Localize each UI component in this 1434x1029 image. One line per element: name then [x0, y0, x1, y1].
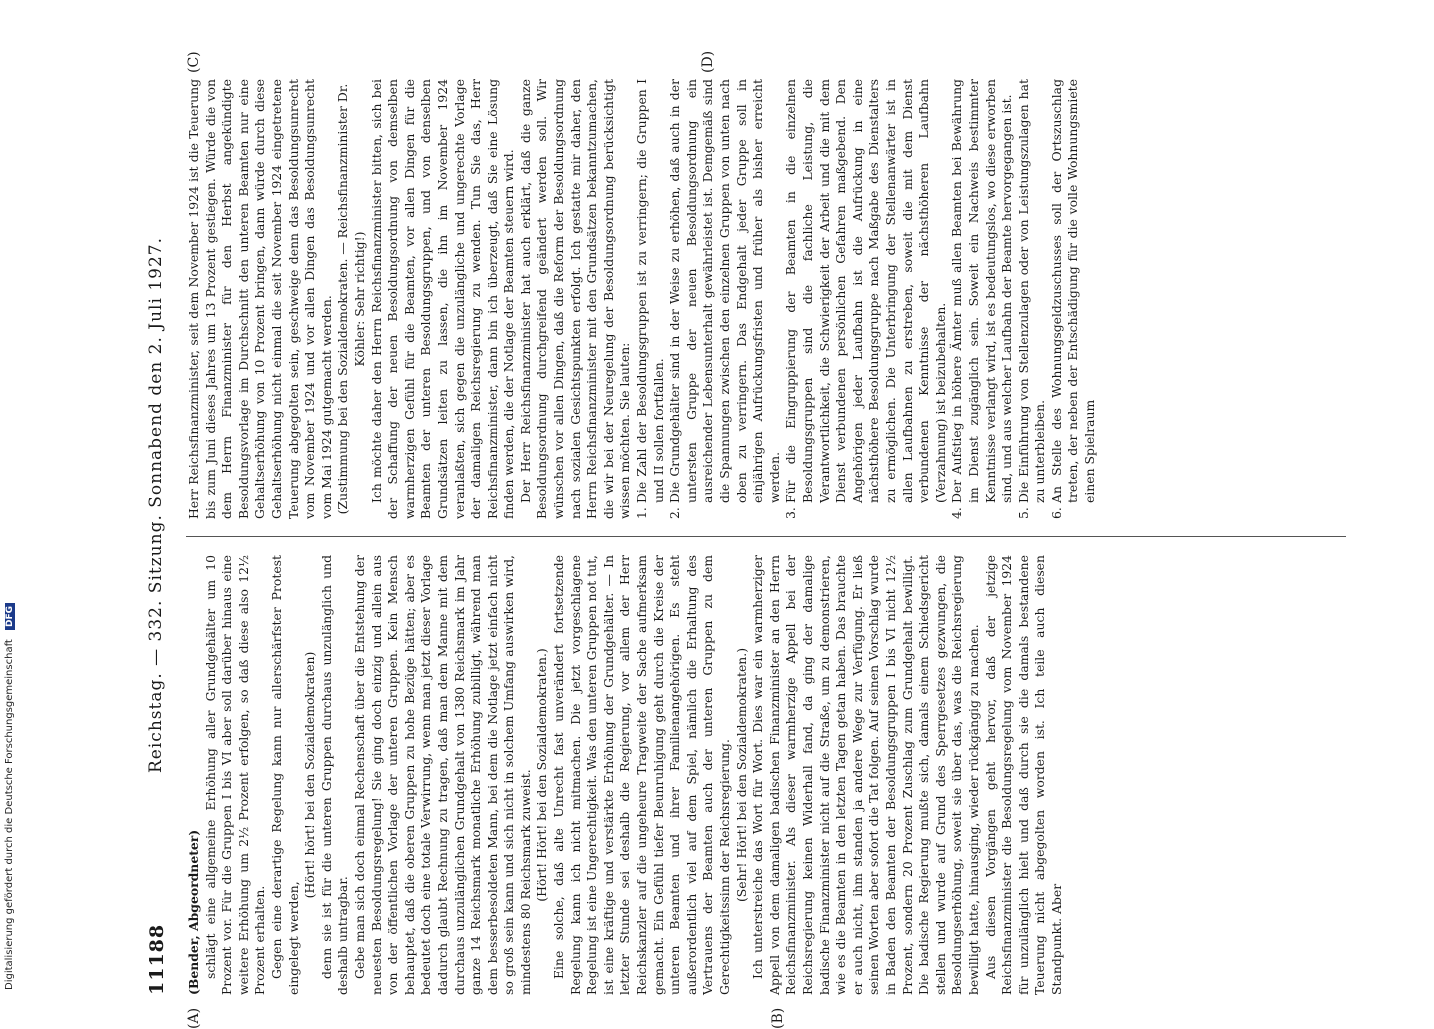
margin-mark-a: (A) — [186, 1007, 202, 1029]
list-item — [634, 79, 667, 519]
footer-credit — [4, 603, 15, 990]
list-item-text: Die Grundgehälter sind in der Weise zu erhöhen, daß auch in der untersten Gruppe der neuen Besoldungsordnung ein ausreichender Lebensunterhalt gewährleistet ist. Demgemäß sind die Spannungen zwischen den einzelnen Gruppen von unten nach oben zu verringern. Das Endgehalt jeder Gruppe soll in einjährigen Aufrückungsfristen und früher als bisher erreicht werden. — [667, 79, 782, 503]
list-item — [1016, 79, 1049, 519]
margin-mark-d: (D) — [700, 50, 716, 73]
principles-list — [634, 79, 1099, 519]
left-paragraph: denn sie ist für die unteren Gruppen durchaus unzulänglich und deshalb untragbar. — [318, 555, 351, 995]
right-column — [186, 79, 1099, 519]
interjection: (Sehr! Hört! bei den Sozialdemokraten.) — [733, 647, 749, 903]
interjection: (Zustimmung bei den Sozialdemokraten. — Reichsfinanzminister Dr. Köhler: Sehr richtig!) — [335, 83, 367, 515]
left-paragraph: Gegen eine derartige Regelung kann nur allerschärfster Protest eingelegt werden, — [268, 555, 301, 995]
left-paragraph: Eine solche, daß alte Unrecht fast unverändert fortsetzende Regelung kann ich nicht mitmachen. Die jetzt vorgeschlagene Regelung ist eine Ungerechtigkeit. Was den unteren Gruppen not tut, ist eine kräftige und verstärkte Erhöhung der Grundgehälter. — In letzter Stunde sei deshalb die Regierung, vor allem der Herr Reichskanzler auf die ungeheure Tragweite der Sache aufmerksam gemacht. Ein Gefühl tiefer Beunruhigung geht durch die Kreise der unteren Beamten und ihrer Familienangehörigen. Es steht außerordentlich viel auf dem Spiel, nämlich die Erhaltung des Vertrauens der Beamten auch der unteren Gruppen zu dem Gerechtigkeitssinn der Reichsregierung. — [551, 555, 732, 995]
list-item-number: 4. — [949, 507, 965, 519]
list-item — [1049, 79, 1099, 519]
list-item-number: 5. — [1015, 507, 1031, 519]
interjection: (Hört! hört! bei den Sozialdemokraten) — [302, 651, 318, 899]
left-paragraph: Ich unterstreiche das Wort für Wort. Dies war ein warmherziger Appell von dem damaligen badischen Finanzminister an den Herrn Reichsfinanzminister. Als dieser warmherzige Appell bei der Reichsregierung keinen Widerhall fand, da ging der damalige badische Finanzminister nicht auf die Straße, um zu demonstrieren, wie es die Beamten in den letzten Tagen getan haben. Das brauchte er auch nicht, ihm standen ja andere Wege zur Verfügung. Er ließ seinen Worten aber sofort die Tat folgen. Auf seinen Vorschlag wurde in Baden den Beamten der Besoldungsgruppen I bis VI nicht 12½ Prozent, sondern 20 Prozent Zuschlag zum Grundgehalt bewilligt. Die badische Regierung mußte sich, damals einem Schiedsgericht stellen und wurde auf Grund des Sperrgesetzes gezwungen, die Besoldungserhöhung, soweit sie über das, was die Reichsregierung bewilligt hatte, hinausging, wieder rückgängig zu machen. — [750, 555, 981, 995]
right-paragraph: Herr Reichsfinanzminister, seit dem November 1924 ist die Teuerung bis zum Juni dieses Jahres um 13 Prozent gestiegen. Würde die von dem Herrn Finanzminister für den Herbst angekündigte Besoldungsvorlage im Durchschnitt den unteren Beamten nur eine Gehaltserhöhung von 10 Prozent bringen, dann würde durch diese Gehaltserhöhung nicht einmal die seit November 1924 eingetretene Teuerung abgegolten sein, geschweige denn das Besoldungsunrecht vom November 1924 und vor allen Dingen das Besoldungsunrecht vom Mai 1924 gutgemacht werden. — [186, 79, 334, 519]
list-item — [783, 79, 949, 519]
page-number: 11188 — [146, 923, 168, 995]
list-item-text: An Stelle des Wohnungsgeldzuschusses soll der Ortszuschlag treten, der neben der Entschädigung für die volle Wohnungsmiete einen Spielraum — [1048, 79, 1098, 503]
list-item — [949, 79, 1015, 519]
list-item-number: 2. — [667, 507, 683, 519]
rotated-page — [140, 50, 1360, 1029]
footer-text: Digitalisierung gefördert durch die Deutsche Forschungsgemeinschaft — [4, 639, 15, 990]
page-title: Reichstag. — 332. Sitzung. Sonnabend den 2. Juli 1927. — [146, 237, 166, 773]
margin-mark-b: (B) — [770, 1007, 786, 1029]
right-paragraph: Der Herr Reichsfinanzminister hat auch erklärt, daß die ganze Besoldungsordnung durchgreifend geändert werden soll. Wir wünschen vor allen Dingen, daß die Reform der Besoldungsordnung nach sozialen Gesichtspunkten erfolgt. Ich gestatte mir daher, den Herrn Reichsfinanzminister mit den Grundsätzen bekanntzumachen, die wir bei der Neuregelung der Besoldungsordnung berücksichtigt wissen möchten. Sie lauten: — [517, 79, 633, 519]
interjection: (Hört! Hört! bei den Sozialdemokraten.) — [534, 648, 550, 902]
column-divider — [186, 536, 1346, 537]
page-header — [140, 75, 180, 995]
left-paragraph: schlägt eine allgemeine Erhöhung aller Grundgehälter um 10 Prozent vor. Für die Gruppen I bis VI aber soll darüber hinaus eine weitere Erhöhung um 2½ Prozent erfolgen, so daß diese also 12½ Prozent erhalten. — [202, 555, 268, 995]
list-item-number: 1. — [634, 507, 650, 519]
list-item-text: Der Aufstieg in höhere Ämter muß allen Beamten bei Bewährung im Dienst zugänglich sein. Soweit ein Nachweis bestimmter Kenntnisse verlangt wird, ist es bedeutungslos, wo diese erworben sind, und aus welcher Laufbahn der Beamte hervorgegangen ist. — [949, 79, 1015, 503]
list-item — [667, 79, 783, 519]
list-item-number: 3. — [783, 507, 799, 519]
left-paragraph: Gebe man sich doch einmal Rechenschaft über die Entstehung der neuesten Besoldungsregelung! Sie ging doch einzig und allein aus von der öffentlichen Vorlage der unteren Gruppen. Kein Mensch behauptet, daß die oberen Gruppen zu hohe Bezüge hätten; aber es bedeutet doch eine totale Verwirrung, wenn man jetzt dieser Vorlage dadurch glaubt Rechnung zu tragen, daß man dem Manne mit dem durchaus unzulänglichen Grundgehalt von 1380 Reichsmark im Jahr ganze 14 Reichsmark monatliche Erhöhung zubilligt, während man dem besserbesoldeten Mann, bei dem die Notlage jetzt einfach nicht so groß sein kann und sich nicht in solchem Umfang auswirken wird, mindestens 80 Reichsmark zuweist. — [351, 555, 533, 995]
left-paragraph: Aus diesen Vorgängen geht hervor, daß der jetzige Reichsfinanzminister die Besoldungsregelung vom November 1924 für unzulänglich hielt und daß durch sie die damals bestandene Teuerung nicht abgegolten worden ist. Ich teile auch diesen Standpunkt. Aber — [982, 555, 1064, 995]
dfg-logo: DFG — [5, 603, 15, 630]
right-paragraph: Ich möchte daher den Herrn Reichsfinanzminister bitten, sich bei der Schaffung der neuen Besoldungsordnung von demselben warmherzigen Gefühl für die Beamten, vor allen Dingen für die Beamten der unteren Besoldungsgruppen, und von denselben Grundsätzen leiten zu lassen, die ihn im November 1924 veranlaßten, sich gegen die unzulängliche und ungerechte Vorlage der damaligen Reichsregierung zu wenden. Tun Sie das, Herr Reichsfinanzminister, dann bin ich überzeugt, daß Sie eine Lösung finden werden, die der Notlage der Beamten steuern wird. — [368, 79, 517, 519]
list-item-text: Die Zahl der Besoldungsgruppen ist zu verringern; die Gruppen I und II sollen fortfallen. — [634, 79, 666, 503]
speaker-name: (Bender, Abgeordneter) — [186, 829, 201, 995]
left-column — [186, 555, 1065, 995]
list-item-number: 6. — [1048, 507, 1064, 519]
margin-mark-c: (C) — [186, 51, 202, 73]
list-item-text: Die Einführung von Stellenzulagen oder von Leistungszulagen hat zu unterbleiben. — [1015, 79, 1048, 503]
list-item-text: Für die Eingruppierung der Beamten in die einzelnen Besoldungsgruppen sind die fachliche Leistung, die Verantwortlichkeit, die Schwierigkeit der Arbeit und die mit dem Dienst verbundenen persönlichen Gefahren maßgebend. Den Angehörigen jeder Laufbahn ist die Aufrückung in eine nächsthöhere Besoldungsgruppe nach Maßgabe des Dienstalters zu ermöglichen. Die Unterbringung der Stellenanwärter ist in allen Laufbahnen zu erstreben, soweit die mit dem Dienst verbundenen Kenntnisse der nächsthöheren Laufbahn (Verzahnung) ist beizubehalten. — [783, 79, 948, 503]
